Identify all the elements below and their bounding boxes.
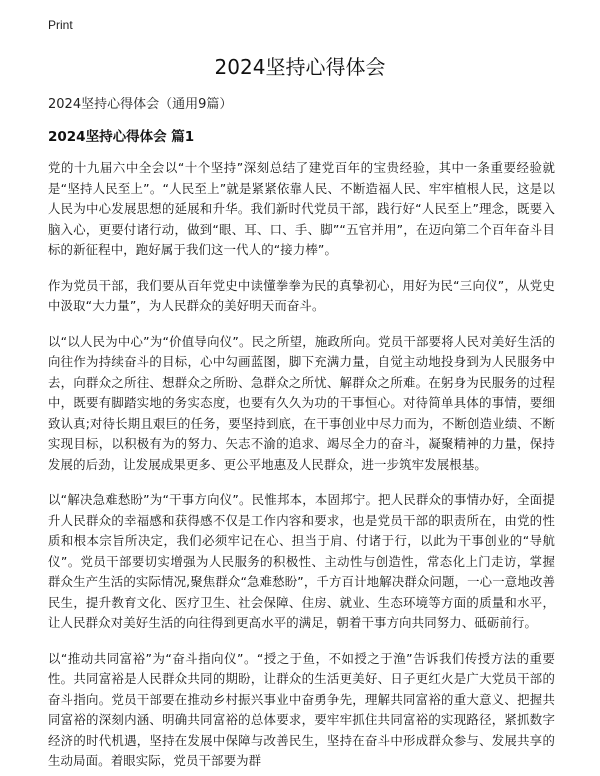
paragraph-5: 以“推动共同富裕”为“奋斗指向仪”。“授之于鱼，不如授之于渔”告诉我们传授方法的重要性。共同富裕是人民群众共同的期盼，让群众的生活更美好、日子更红火是广大党员干部的奋斗指向。党员干部要在推动乡村振兴事业中奋勇争先，理解共同富裕的重大意义、把握共同富裕的深刻内涵、明确共同富裕的总体要求，要牢牢抓住共同富裕的实现路径，紧抓数字经济的时代机遇，坚持在发展中保障与改善民生，坚持在奋斗中形成群众参与、发展共享的生动局面。着眼实际，党员干部要为群 xyxy=(48,650,555,768)
document-subtitle: 2024坚持心得体会（通用9篇） xyxy=(48,97,233,112)
paragraph-4: 以“解决急难愁盼”为“干事方向仪”。民惟邦本，本固邦宁。把人民群众的事情办好，全面提升人民群众的幸福感和获得感不仅是工作内容和要求，也是党员干部的职责所在，由党的性质和根本宗旨所决定，我们必须牢记在心、担当于肩、付诸于行，以此为干事创业的“导航仪”。党员干部要切实增强为人民服务的积极性、主动性与创造性，常态化上门走访，掌握群众生产生活的实际情况,聚焦群众“急难愁盼”，千方百计地解决群众问题，一心一意地改善民生，提升教育文化、医疗卫生、社会保障、住房、就业、生态环境等方面的质量和水平，让人民群众对美好生活的向往得到更高水平的满足，朝着干事方向共同努力、砥砺前行。 xyxy=(48,492,555,630)
article-body xyxy=(48,158,555,772)
paragraph-3: 以“以人民为中心”为“价值导向仪”。民之所望，施政所向。党员干部要将人民对美好生活的向往作为持续奋斗的目标，心中勾画蓝图，脚下充满力量，自觉主动地投身到为人民服务中去，向群众之所往、想群众之所盼、急群众之所忧、解群众之所难。在躬身为民服务的过程中，既要有脚踏实地的务实态度，也要有久久为功的干事恒心。对待简单具体的事情，要细致认真;对待长期且艰巨的任务，要坚持到底，在干事创业中尽力而为，不断创造业绩、不断实现目标，以积极有为的努力、矢志不渝的追求、竭尽全力的奋斗，凝聚精神的力量，保持发展的后劲，让发展成果更多、更公平地惠及人民群众，进一步筑牢发展根基。 xyxy=(48,333,555,472)
print-link[interactable]: Print xyxy=(48,18,73,32)
paragraph-1: 党的十九届六中全会以“十个坚持”深刻总结了建党百年的宝贵经验，其中一条重要经验就是“坚持人民至上”。“人民至上”就是紧紧依靠人民、不断造福人民、牢牢植根人民，这是以人民为中心发展思想的延展和升华。我们新时代党员干部，践行好“人民至上”理念，既要入脑入心，更要付诸行动，做到“眼、耳、口、手、脚”“五官并用”，在迈向第二个百年奋斗目标的新征程中，跑好属于我们这一代人的“接力棒”。 xyxy=(48,160,555,257)
paragraph-2: 作为党员干部，我们要从百年党史中读懂拳拳为民的真挚初心，用好为民“三向仪”，从党史中汲取“大力量”，为人民群众的美好明天而奋斗。 xyxy=(48,277,555,313)
document-title: 2024坚持心得体会 xyxy=(214,55,386,79)
section-heading: 2024坚持心得体会 篇1 xyxy=(48,129,195,145)
